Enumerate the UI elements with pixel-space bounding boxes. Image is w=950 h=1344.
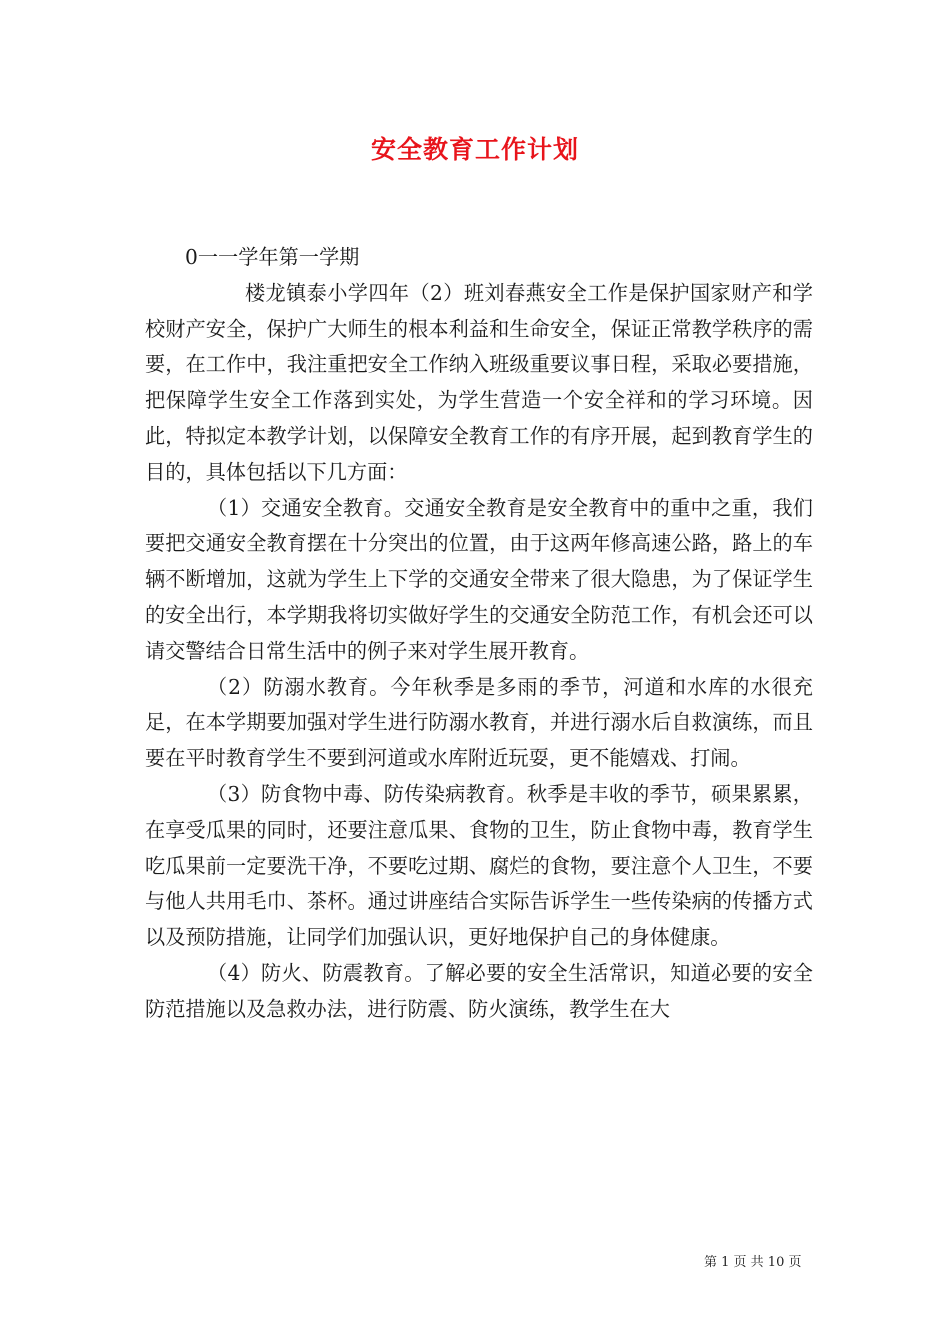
paragraph-drowning-prevention: （2）防溺水教育。今年秋季是多雨的季节，河道和水库的水很充足，在本学期要加强对学生进行防溺水教育，并进行溺水后自救演练，而且要在平时教育学生不要到河道或水库附近玩耍，更不能嬉戏、打闹。: [145, 674, 813, 771]
paragraph-food-poisoning-prevention: （3）防食物中毒、防传染病教育。秋季是丰收的季节，硕果累累，在享受瓜果的同时，还要注意瓜果、食物的卫生，防止食物中毒，教育学生吃瓜果前一定要洗干净，不要吃过期、腐烂的食物，要注意个人卫生，不要与他人共用毛巾、茶杯。通过讲座结合实际告诉学生一些传染病的传播方式以及预防措施，让同学们加强认识，更好地保护自己的身体健康。: [145, 781, 813, 950]
document-body: [145, 240, 813, 1028]
document-title: 安全教育工作计划: [370, 135, 579, 164]
intro-paragraph: 楼龙镇泰小学四年（2）班刘春燕安全工作是保护国家财产和学校财产安全，保护广大师生的根本利益和生命安全，保证正常教学秩序的需要，在工作中，我注重把安全工作纳入班级重要议事日程，采取必要措施，把保障学生安全工作落到实处，为学生营造一个安全祥和的学习环境。因此，特拟定本教学计划，以保障安全教育工作的有序开展，起到教育学生的目的，具体包括以下几方面：: [145, 280, 813, 484]
school-term-subheading: 0一一学年第一学期: [185, 245, 360, 269]
paragraph-fire-earthquake-safety: （4）防火、防震教育。了解必要的安全生活常识，知道必要的安全防范措施以及急救办法，进行防震、防火演练，教学生在大: [145, 960, 813, 1021]
paragraph-traffic-safety: （1）交通安全教育。交通安全教育是安全教育中的重中之重，我们要把交通安全教育摆在十分突出的位置，由于这两年修高速公路，路上的车辆不断增加，这就为学生上下学的交通安全带来了很大隐患，为了保证学生的安全出行，本学期我将切实做好学生的交通安全防范工作，有机会还可以请交警结合日常生活中的例子来对学生展开教育。: [145, 495, 813, 663]
page-number-footer: 第 1 页 共 10 页: [704, 1255, 802, 1270]
